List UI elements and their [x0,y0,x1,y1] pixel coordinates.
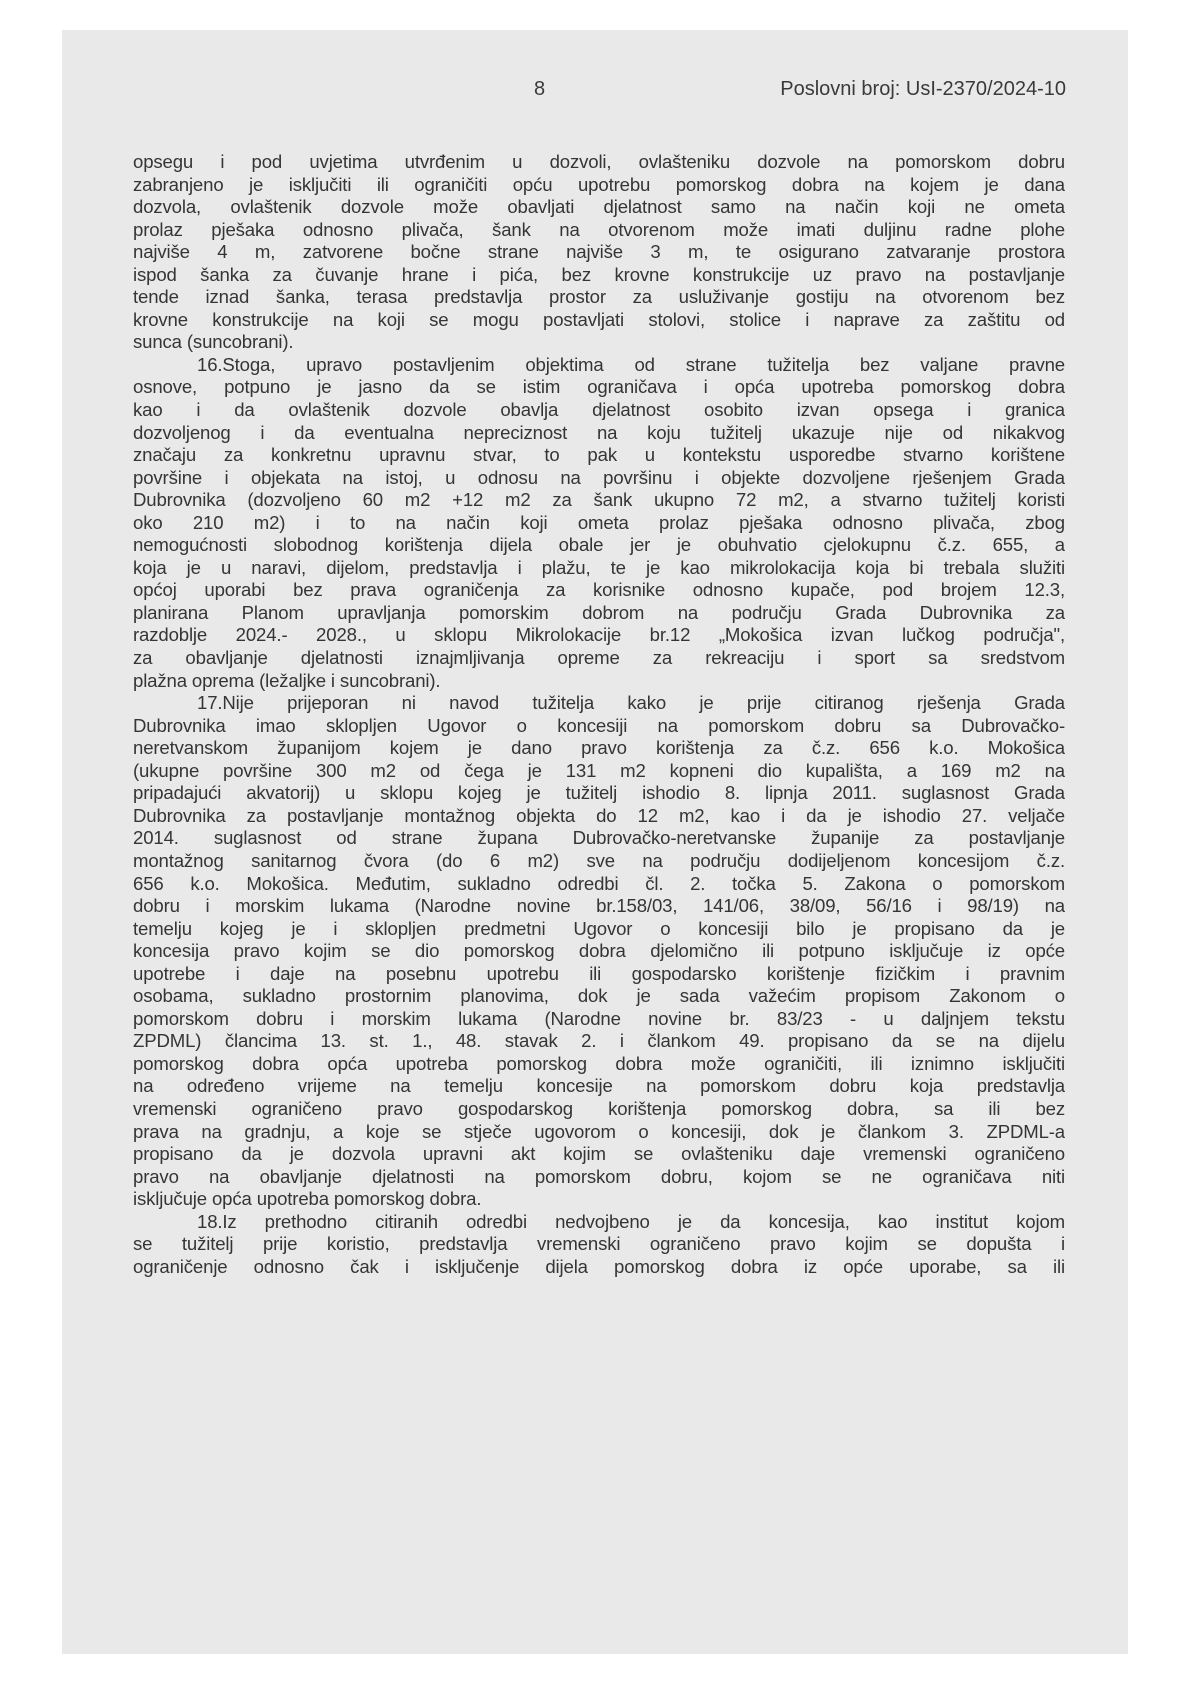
text-line: općoj uporabi bez prava ograničenja za korisnike odnosno kupače, pod brojem 12.3, [133,579,1065,601]
text-line: 656 k.o. Mokošica. Međutim, sukladno odredbi čl. 2. točka 5. Zakona o pomorskom [133,872,1065,894]
text-line: neretvanskom županijom kojem je dano pravo korištenja za č.z. 656 k.o. Mokošica [133,737,1065,759]
text-line: pomorskom dobru i morskim lukama (Narodne novine br. 83/23 - u daljnjem tekstu [133,1007,1065,1029]
page-header [0,78,1190,106]
text-line: ZPDML) člancima 13. st. 1., 48. stavak 2. i člankom 49. propisano da se na dijelu [133,1030,1065,1052]
text-line: osobama, sukladno prostornim planovima, dok je sada važećim propisom Zakonom o [133,985,1065,1007]
text-line: zabranjeno je isključiti ili ograničiti opću upotrebu pomorskog dobra na kojem je dana [133,173,1065,195]
text-line: prolaz pješaka odnosno plivača, šank na otvorenom može imati duljinu radne plohe [133,218,1065,240]
text-line: oko 210 m2) i to na način koji ometa prolaz pješaka odnosno plivača, zbog [133,511,1065,533]
case-number: Poslovni broj: UsI-2370/2024-10 [780,78,1066,100]
text-line: Dubrovnika imao sklopljen Ugovor o koncesiji na pomorskom dobru sa Dubrovačko- [133,714,1065,736]
text-line: sunca (suncobrani). [133,331,294,353]
text-line: opsegu i pod uvjetima utvrđenim u dozvoli, ovlašteniku dozvole na pomorskom dobru [133,151,1065,172]
text-line: koncesija pravo kojim se dio pomorskog dobra djelomično ili potpuno isključuje iz opće [133,940,1065,962]
text-line: plažna oprema (ležaljke i suncobrani). [133,669,441,691]
text-line: Dubrovnika za postavljanje montažnog objekta do 12 m2, kao i da je ishodio 27. veljače [133,804,1065,826]
text-line: pravo na obavljanje djelatnosti na pomorskom dobru, kojom se ne ograničava niti [133,1165,1065,1187]
page-number: 8 [534,78,546,100]
paragraph-start-line: 17.Nije prijeporan ni navod tužitelja kako je prije citiranog rješenja Grada [197,692,1065,714]
text-line: za obavljanje djelatnosti iznajmljivanja opreme za rekreaciju i sport sa sredstvom [133,647,1065,669]
text-line: kao i da ovlaštenik dozvole obavlja djelatnost osobito izvan opsega i granica [133,399,1065,421]
text-line: (ukupne površine 300 m2 od čega je 131 m2 kopneni dio kupališta, a 169 m2 na [133,759,1065,781]
text-line: 2014. suglasnost od strane župana Dubrovačko-neretvanske županije za postavljanje [133,827,1065,849]
text-line: razdoblje 2024.- 2028., u sklopu Mikrolokacije br.12 „Mokošica izvan lučkog područja", [133,624,1065,646]
text-line: pomorskog dobra opća upotreba pomorskog dobra može ograničiti, ili iznimno isključiti [133,1052,1065,1074]
text-line: značaju za konkretnu upravnu stvar, to pak u kontekstu usporedbe stvarno korištene [133,444,1065,466]
text-line: isključuje opća upotreba pomorskog dobra. [133,1188,482,1210]
text-line: dobru i morskim lukama (Narodne novine br.158/03, 141/06, 38/09, 56/16 i 98/19) na [133,895,1065,917]
text-line: osnove, potpuno je jasno da se istim ograničava i opća upotreba pomorskog dobra [133,376,1065,398]
text-line: tende iznad šanka, terasa predstavlja prostor za usluživanje gostiju na otvorenom bez [133,286,1065,308]
paragraph-start-line: 16.Stoga, upravo postavljenim objektima od strane tužitelja bez valjane pravne [197,353,1065,375]
text-line: Dubrovnika (dozvoljeno 60 m2 +12 m2 za šank ukupno 72 m2, a stvarno tužitelj koristi [133,489,1065,511]
text-line: na određeno vrijeme na temelju koncesije na pomorskom dobru koja predstavlja [133,1075,1065,1097]
text-line: montažnog sanitarnog čvora (do 6 m2) sve na području dodijeljenom koncesijom č.z. [133,849,1065,871]
text-line: prava na gradnju, a koje se stječe ugovorom o koncesiji, dok je člankom 3. ZPDML-a [133,1120,1065,1142]
text-line: koja je u naravi, dijelom, predstavlja i plažu, te je kao mikrolokacija koja bi trebala služiti [133,556,1065,578]
text-line: dozvoljenog i da eventualna nepreciznost na koju tužitelj ukazuje nije od nikakvog [133,421,1065,443]
text-line: se tužitelj prije koristio, predstavlja vremenski ograničeno pravo kojim se dopušta i [133,1233,1065,1255]
text-line: ograničenje odnosno čak i isključenje dijela pomorskog dobra iz opće uporabe, sa ili [133,1255,1065,1277]
document-body [133,151,1065,1278]
text-line: vremenski ograničeno pravo gospodarskog korištenja pomorskog dobra, sa ili bez [133,1097,1065,1119]
text-line: krovne konstrukcije na koji se mogu postavljati stolovi, stolice i naprave za zaštitu od [133,308,1065,330]
text-line: površine i objekata na istoj, u odnosu na površinu i objekte dozvoljene rješenjem Grada [133,466,1065,488]
text-line: najviše 4 m, zatvorene bočne strane najviše 3 m, te osigurano zatvaranje prostora [133,241,1065,263]
text-line: pripadajući akvatorij) u sklopu kojeg je tužitelj ishodio 8. lipnja 2011. suglasnost Grada [133,782,1065,804]
text-line: ispod šanka za čuvanje hrane i pića, bez krovne konstrukcije uz pravo na postavljanje [133,263,1065,285]
text-line: planirana Planom upravljanja pomorskim dobrom na području Grada Dubrovnika za [133,601,1065,623]
text-line: temelju kojeg je i sklopljen predmetni Ugovor o koncesiji bilo je propisano da je [133,917,1065,939]
text-line: propisano da je dozvola upravni akt kojim se ovlašteniku daje vremenski ograničeno [133,1143,1065,1165]
text-line: nemogućnosti slobodnog korištenja dijela obale jer je obuhvatio cjelokupnu č.z. 655, a [133,534,1065,556]
paragraph-start-line: 18.Iz prethodno citiranih odredbi nedvojbeno je da koncesija, kao institut kojom [197,1210,1065,1232]
text-line: upotrebe i daje na posebnu upotrebu ili gospodarsko korištenje fizičkim i pravnim [133,962,1065,984]
text-line: dozvola, ovlaštenik dozvole može obavljati djelatnost samo na način koji ne ometa [133,196,1065,218]
